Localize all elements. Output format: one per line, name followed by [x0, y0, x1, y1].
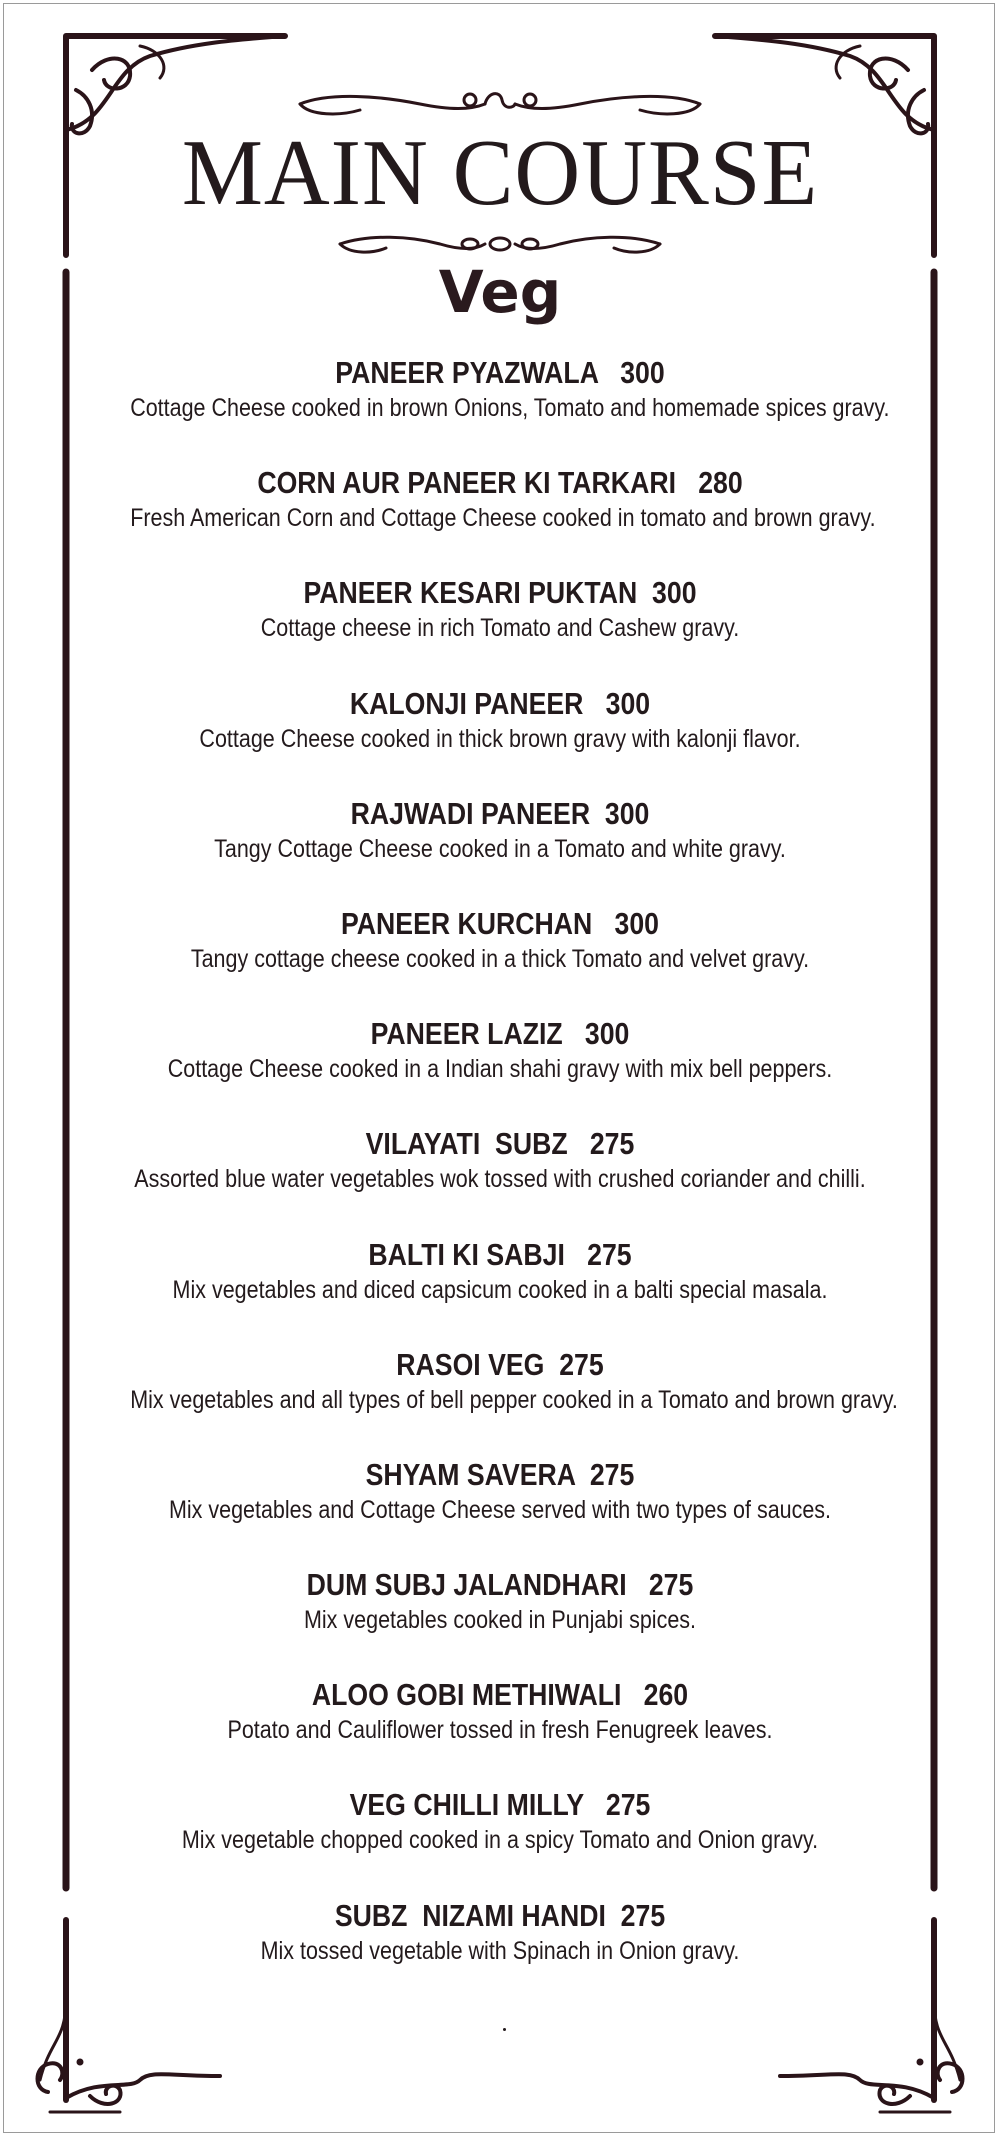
- dish-description: Cottage Cheese cooked in a Indian shahi gravy with mix bell peppers.: [167, 1055, 833, 1084]
- dish-description: Mix tossed vegetable with Spinach in Onion gravy.: [260, 1936, 740, 1965]
- dish-name: RASOI VEG 275: [396, 1346, 604, 1382]
- dish-description: Mix vegetables and diced capsicum cooked in a balti special masala.: [172, 1275, 828, 1304]
- menu-list: [70, 354, 930, 2007]
- page-title: MAIN COURSE: [181, 121, 819, 225]
- menu-item: [70, 685, 930, 795]
- menu-item: [70, 1125, 930, 1235]
- dish-description: Tangy Cottage Cheese cooked in a Tomato and white gravy.: [214, 834, 786, 863]
- dish-name: BALTI KI SABJI 275: [368, 1236, 632, 1272]
- menu-item: [70, 1566, 930, 1676]
- dish-description: Mix vegetable chopped cooked in a spicy Tomato and Onion gravy.: [181, 1826, 819, 1855]
- menu-item: [70, 574, 930, 684]
- dish-name: KALONJI PANEER 300: [349, 685, 651, 721]
- menu-item: [70, 1786, 930, 1896]
- dish-name: SHYAM SAVERA 275: [365, 1456, 635, 1492]
- menu-item: [70, 1456, 930, 1566]
- title-flourish-top: [300, 94, 700, 114]
- menu-item: [70, 795, 930, 905]
- section-subtitle: Veg: [438, 258, 562, 326]
- dish-name: PANEER KURCHAN 300: [340, 905, 660, 941]
- dish-name: PANEER PYAZWALA 300: [335, 355, 665, 390]
- footer-dot: [503, 2028, 506, 2031]
- dish-description: Mix vegetables and Cottage Cheese served with two types of sauces.: [168, 1495, 832, 1524]
- dish-description: Mix vegetables cooked in Punjabi spices.: [304, 1606, 696, 1635]
- menu-item: [70, 1236, 930, 1346]
- menu-item: [70, 464, 930, 574]
- dish-name: PANEER LAZIZ 300: [370, 1016, 630, 1052]
- menu-item: [70, 1346, 930, 1456]
- menu-item: [70, 905, 930, 1015]
- dish-name: CORN AUR PANEER KI TARKARI 280: [257, 465, 743, 501]
- dish-description: Potato and Cauliflower tossed in fresh Fenugreek leaves.: [227, 1716, 773, 1745]
- dish-name: VEG CHILLI MILLY 275: [349, 1787, 651, 1823]
- dish-name: RAJWADI PANEER 300: [350, 795, 650, 831]
- dish-description: Cottage cheese in rich Tomato and Cashew gravy.: [260, 614, 740, 643]
- dish-description: Cottage Cheese cooked in brown Onions, Tomato and homemade spices gravy.: [130, 394, 890, 422]
- menu-item: [70, 1015, 930, 1125]
- dish-name: DUM SUBJ JALANDHARI 275: [306, 1567, 694, 1603]
- dish-name: VILAYATI SUBZ 275: [365, 1126, 635, 1162]
- dish-description: Fresh American Corn and Cottage Cheese cooked in tomato and brown gravy.: [130, 504, 876, 533]
- dish-description: Mix vegetables and all types of bell pepper cooked in a Tomato and brown gravy.: [130, 1385, 898, 1414]
- menu-item: [70, 1676, 930, 1786]
- dish-description: Cottage Cheese cooked in thick brown gravy with kalonji flavor.: [199, 724, 801, 753]
- dish-name: PANEER KESARI PUKTAN 300: [303, 575, 697, 611]
- dish-description: Assorted blue water vegetables wok tossed with crushed coriander and chilli.: [134, 1165, 866, 1194]
- menu-item: [70, 1897, 930, 2007]
- menu-item: [70, 354, 930, 464]
- dish-description: Tangy cottage cheese cooked in a thick Tomato and velvet gravy.: [190, 944, 810, 973]
- dish-name: SUBZ NIZAMI HANDI 275: [334, 1897, 666, 1933]
- dish-name: ALOO GOBI METHIWALI 260: [311, 1677, 689, 1713]
- title-flourish-bottom: [340, 237, 660, 252]
